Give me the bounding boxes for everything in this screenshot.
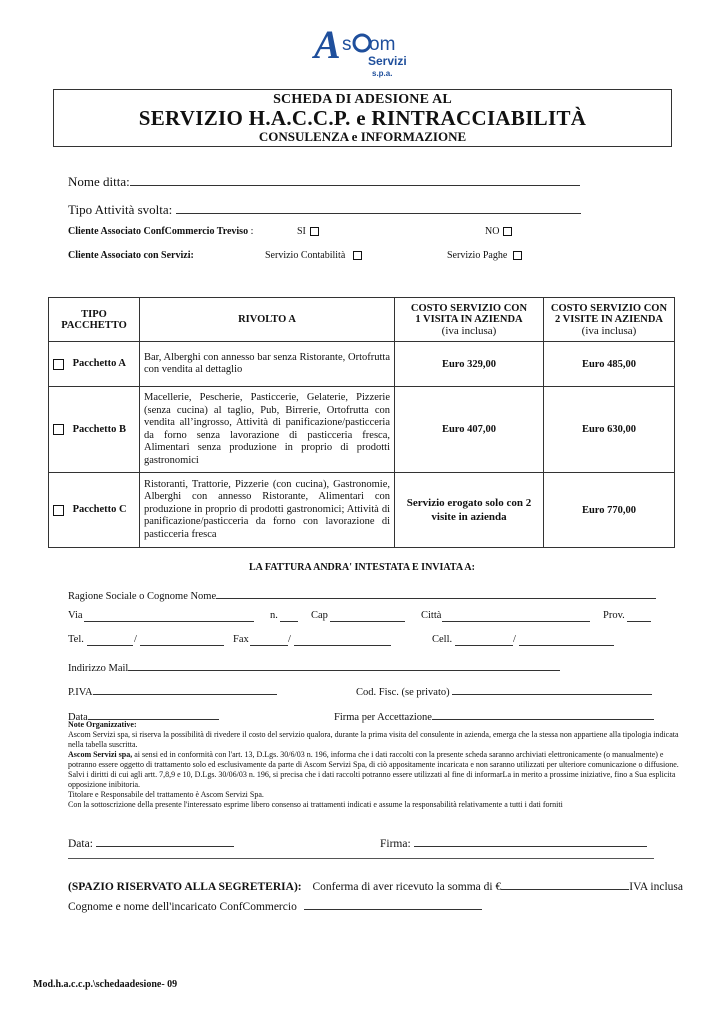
contabilita-checkbox[interactable] <box>353 251 362 260</box>
no-option[interactable] <box>485 226 512 237</box>
incaricato-label: Cognome e nome dell'incaricato ConfCommercio <box>68 901 297 913</box>
piva-label: P.IVA <box>68 687 93 698</box>
nome-ditta-row <box>68 173 580 190</box>
svg-text:A: A <box>314 22 341 67</box>
confcommercio-colon: : <box>250 226 254 237</box>
header-tipo: TIPO PACCHETTO <box>49 298 140 342</box>
header-costo-1-line2: 1 VISITA IN AZIENDA <box>415 313 523 325</box>
codfisc-label: Cod. Fisc. (se privato) <box>356 687 450 698</box>
note-p2-bold: Ascom Servizi spa, <box>68 750 133 759</box>
piva-field[interactable] <box>93 682 277 695</box>
pacchetto-c-checkbox[interactable] <box>53 505 64 516</box>
pacchetto-c-price-2: Euro 770,00 <box>544 473 675 548</box>
svg-text:s: s <box>342 34 352 55</box>
header-rivolto: RIVOLTO A <box>140 298 395 342</box>
title-box <box>53 89 672 147</box>
nome-ditta-field[interactable] <box>130 173 580 186</box>
sign-data-field[interactable] <box>96 834 234 847</box>
firma-acc-field[interactable] <box>432 707 654 720</box>
sign-firma-row <box>380 834 647 850</box>
si-checkbox[interactable] <box>310 227 319 236</box>
prov-label: Prov. <box>603 610 625 621</box>
table-row <box>49 342 675 387</box>
incaricato-row <box>68 897 482 913</box>
n-field[interactable] <box>280 609 298 622</box>
ragione-field[interactable] <box>216 586 656 599</box>
tel-prefix-field[interactable] <box>87 633 133 646</box>
pacchetto-b-cell[interactable] <box>49 387 140 473</box>
si-option[interactable] <box>297 226 319 237</box>
contabilita-option[interactable] <box>265 250 362 261</box>
segreteria-text: Conferma di aver ricevuto la somma di € <box>312 881 502 893</box>
note-p2-text: ai sensi ed in conformità con l'art. 13, D.Lgs. 30/6/03 n. 196, informa che i dati raccolti con la presente scheda saranno archiviati elettronicamente (o manualmente) e potranno essere oggetto di trattamento solo ed esclusivamente da parte di Ascom Servizi Spa, di ciò appositamente incaricata e non saranno utilizzati per ulteriore comunicazione o diffusione. <box>68 750 679 769</box>
table-row <box>49 473 675 548</box>
pacchetto-b-price-2: Euro 630,00 <box>544 387 675 473</box>
incaricato-field[interactable] <box>304 897 482 910</box>
pacchetto-a-checkbox[interactable] <box>53 359 64 370</box>
via-field[interactable] <box>84 609 254 622</box>
fax-slash: / <box>288 634 291 645</box>
mail-row <box>68 658 560 674</box>
tipo-attivita-field[interactable] <box>176 201 581 214</box>
header-costo-1 <box>395 298 544 342</box>
fax-field[interactable] <box>294 633 391 646</box>
fax-label: Fax <box>233 634 249 645</box>
data-label: Data <box>68 712 88 723</box>
table-header-row <box>49 298 675 342</box>
note-p5: Con la sottoscrizione della presente l'interessato esprime libero consenso ai trattamenti indicati e assume la responsabilità relativamente a tutti i dati forniti <box>68 800 563 809</box>
tel-slash: / <box>134 634 137 645</box>
note-p4: Titolare e Responsabile del trattamento è Ascom Servizi Spa. <box>68 790 264 799</box>
svg-text:Servizi: Servizi <box>368 54 407 68</box>
segreteria-label: (SPAZIO RISERVATO ALLA SEGRETERIA) <box>68 881 298 893</box>
codfisc-field[interactable] <box>452 682 652 695</box>
pacchetto-b-price-1: Euro 407,00 <box>395 387 544 473</box>
piva-row <box>68 682 277 698</box>
pacchetto-c-desc: Ristoranti, Trattorie, Pizzerie (con cucina), Gastronomie, Alberghi con annesso Ristorante, Alimentari con produzione in proprio di prodotti gastronomici; Attività di panificazione/pasticceria da forno con lavorazione di pasticceria fresca <box>140 473 395 548</box>
pacchetto-b-checkbox[interactable] <box>53 424 64 435</box>
cell-prefix-field[interactable] <box>455 633 513 646</box>
header-costo-1-iva: (iva inclusa) <box>441 324 497 337</box>
pacchetto-b-label: Pacchetto B <box>72 423 126 435</box>
title-line3: CONSULENZA e INFORMAZIONE <box>258 129 467 144</box>
fax-prefix-field[interactable] <box>250 633 288 646</box>
header-costo-1-line1: COSTO SERVIZIO CON <box>410 302 528 314</box>
paghe-label: Servizio Paghe <box>447 250 508 261</box>
cap-field[interactable] <box>330 609 405 622</box>
cap-label: Cap <box>311 610 328 621</box>
ascom-logo <box>312 22 412 78</box>
header-costo-2-line1: COSTO SERVIZIO CON <box>550 302 668 314</box>
pacchetto-a-cell[interactable] <box>49 342 140 387</box>
paghe-checkbox[interactable] <box>513 251 522 260</box>
svg-text:om: om <box>369 34 396 55</box>
codfisc-row <box>356 682 652 698</box>
header-costo-2-iva: (iva inclusa) <box>581 324 637 337</box>
sign-firma-field[interactable] <box>414 834 647 847</box>
note-block <box>68 720 688 810</box>
pacchetto-a-label: Pacchetto A <box>72 358 126 370</box>
tipo-attivita-row <box>68 201 581 218</box>
segreteria-row <box>68 877 683 893</box>
pacchetto-c-cell[interactable] <box>49 473 140 548</box>
pacchetto-c-note: Servizio erogato solo con 2 visite in azienda <box>395 473 544 548</box>
mail-field[interactable] <box>128 658 560 671</box>
firma-acc-label: Firma per Accettazione <box>334 712 432 723</box>
paghe-option[interactable] <box>447 250 522 261</box>
note-title: Note Organizzative: <box>68 720 137 729</box>
prov-field[interactable] <box>627 609 651 622</box>
svg-text:s.p.a.: s.p.a. <box>372 69 393 78</box>
pacchetto-c-label: Pacchetto C <box>72 504 127 516</box>
tel-label: Tel. <box>68 634 84 645</box>
pacchetto-a-desc: Bar, Alberghi con annesso bar senza Ristorante, Ortofrutta con vendita al dettaglio <box>140 342 395 387</box>
data-field[interactable] <box>88 707 219 720</box>
n-label: n. <box>270 610 278 621</box>
divider-line <box>68 858 654 859</box>
header-costo-2-line2: 2 VISITE IN AZIENDA <box>554 313 664 325</box>
confcommercio-label: Cliente Associato ConfCommercio Treviso <box>68 226 249 237</box>
segreteria-iva: IVA inclusa <box>629 881 684 893</box>
mail-label: Indirizzo Mail <box>68 663 129 674</box>
note-p3: Salvi i diritti di cui agli artt. 7,8,9 e 10, D.Lgs. 30/06/03 n. 196, si precisa che i dati raccolti potranno essere utilizzati al fine di informarLa in merito a prossime iniziative, fino a Sua esplicita opposizione inibitoria. <box>68 770 676 789</box>
pacchetto-a-price-1: Euro 329,00 <box>395 342 544 387</box>
si-label: SI <box>297 226 306 237</box>
pacchetto-b-desc: Macellerie, Pescherie, Pasticcerie, Gelaterie, Pizzerie (senza cucina) al taglio, Pub, Birrerie, Ortofrutta con vendita all’ingrosso, Attività di panificazione/pasticceria da forno senza lavorazione di pasticceria fresca, Alimentari senza produzione in proprio di prodotti gastronomici <box>140 387 395 473</box>
sign-firma-label: Firma: <box>380 838 411 850</box>
ragione-label: Ragione Sociale o Cognome Nome <box>68 591 217 602</box>
sign-data-label: Data: <box>68 838 93 850</box>
note-p1: Ascom Servizi spa, si riserva la possibilità di rivedere il costo del servizio qualora, durante la prima visita del consulente in azienda, emerga che la stessa non appartiene alla tipologia indicata nella tabella suscritta. <box>68 730 679 749</box>
segreteria-colon: : <box>297 881 302 893</box>
note-p2 <box>68 750 688 770</box>
confcommercio-row <box>68 226 253 237</box>
cell-label: Cell. <box>432 634 453 645</box>
no-label: NO <box>485 226 500 237</box>
cell-field[interactable] <box>519 633 614 646</box>
via-label: Via <box>68 610 83 621</box>
header-costo-2 <box>544 298 675 342</box>
citta-label: Città <box>421 610 442 621</box>
no-checkbox[interactable] <box>503 227 512 236</box>
footer-code: Mod.h.a.c.c.p.\schedaadesione- 09 <box>33 979 178 990</box>
nome-ditta-label: Nome ditta: <box>68 174 130 189</box>
fattura-heading: LA FATTURA ANDRA' INTESTATA E INVIATA A: <box>249 562 475 573</box>
somma-field[interactable] <box>501 877 629 890</box>
servizi-label: Cliente Associato con Servizi: <box>68 250 194 261</box>
package-table <box>48 297 675 548</box>
cell-slash: / <box>513 634 516 645</box>
title-line1: SCHEDA DI ADESIONE AL <box>273 92 452 107</box>
citta-field[interactable] <box>442 609 590 622</box>
sign-data-row <box>68 834 234 850</box>
tipo-attivita-label: Tipo Attività svolta: <box>68 202 173 217</box>
tel-field[interactable] <box>140 633 224 646</box>
ragione-row <box>68 586 656 602</box>
title-line2: SERVIZIO H.A.C.C.P. e RINTRACCIABILITÀ <box>138 106 587 130</box>
table-row <box>49 387 675 473</box>
pacchetto-a-price-2: Euro 485,00 <box>544 342 675 387</box>
contabilita-label: Servizio Contabilità <box>265 250 346 261</box>
